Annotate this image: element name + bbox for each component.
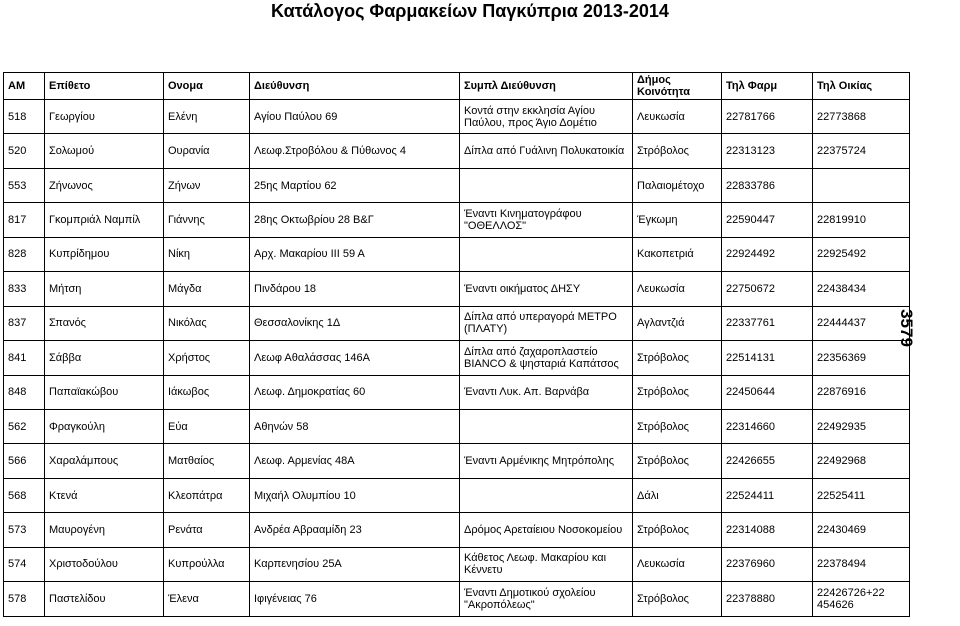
municipality-cell: Στρόβολος xyxy=(633,341,722,375)
home-phone-cell: 22819910 xyxy=(813,203,910,237)
pharmacy-phone-cell: 22524411 xyxy=(722,478,813,512)
column-header: Ονομα xyxy=(164,73,250,100)
surname-cell: Κτενά xyxy=(45,478,164,512)
extra-address-cell: Έναντι Δημοτικού σχολείου "Ακροπόλεως" xyxy=(460,582,633,616)
pharmacy-phone-cell: 22924492 xyxy=(722,237,813,271)
surname-cell: Χριστοδούλου xyxy=(45,547,164,581)
am-cell: 578 xyxy=(4,582,45,616)
address-cell: Αγίου Παύλου 69 xyxy=(250,100,460,134)
municipality-cell: Στρόβολος xyxy=(633,582,722,616)
home-phone-cell: 22876916 xyxy=(813,375,910,409)
am-cell: 817 xyxy=(4,203,45,237)
table-row xyxy=(4,203,910,237)
table-row xyxy=(4,547,910,581)
name-cell: Ζήνων xyxy=(164,168,250,202)
home-phone-cell xyxy=(813,168,910,202)
municipality-cell: Κακοπετριά xyxy=(633,237,722,271)
municipality-cell: Στρόβολος xyxy=(633,134,722,168)
address-cell: Θεσσαλονίκης 1Δ xyxy=(250,306,460,340)
am-cell: 848 xyxy=(4,375,45,409)
pharmacy-phone-cell: 22313123 xyxy=(722,134,813,168)
extra-address-cell: Δίπλα από υπεραγορά ΜΕΤΡΟ (ΠΛΑΤΥ) xyxy=(460,306,633,340)
surname-cell: Κυπρίδημου xyxy=(45,237,164,271)
column-header: Τηλ Οικίας xyxy=(813,73,910,100)
name-cell: Νίκη xyxy=(164,237,250,271)
name-cell: Έλενα xyxy=(164,582,250,616)
home-phone-cell: 22356369 xyxy=(813,341,910,375)
address-cell: Πινδάρου 18 xyxy=(250,272,460,306)
extra-address-cell xyxy=(460,478,633,512)
municipality-cell: Παλαιομέτοχο xyxy=(633,168,722,202)
municipality-cell: Στρόβολος xyxy=(633,444,722,478)
name-cell: Εύα xyxy=(164,409,250,443)
extra-address-cell xyxy=(460,237,633,271)
surname-cell: Φραγκούλη xyxy=(45,409,164,443)
extra-address-cell: Έναντι οικήματος ΔΗΣΥ xyxy=(460,272,633,306)
surname-cell: Μαυρογένη xyxy=(45,513,164,547)
page-title: Κατάλογος Φαρμακείων Παγκύπρια 2013-2014 xyxy=(271,1,669,21)
surname-cell: Μήτση xyxy=(45,272,164,306)
am-cell: 841 xyxy=(4,341,45,375)
pharmacy-phone-cell: 22426655 xyxy=(722,444,813,478)
extra-address-cell xyxy=(460,409,633,443)
address-cell: Ιφιγένειας 76 xyxy=(250,582,460,616)
municipality-cell: Αγλαντζιά xyxy=(633,306,722,340)
home-phone-cell: 22430469 xyxy=(813,513,910,547)
municipality-cell: Στρόβολος xyxy=(633,409,722,443)
municipality-cell: Στρόβολος xyxy=(633,513,722,547)
pharmacy-phone-cell: 22378880 xyxy=(722,582,813,616)
column-header: Συμπλ Διεύθυνση xyxy=(460,73,633,100)
municipality-cell: Δάλι xyxy=(633,478,722,512)
home-phone-cell: 22773868 xyxy=(813,100,910,134)
address-cell: Ανδρέα Αβρααμίδη 23 xyxy=(250,513,460,547)
address-cell: Λεωφ. Αρμενίας 48Α xyxy=(250,444,460,478)
column-header: Τηλ Φαρμ xyxy=(722,73,813,100)
table-row xyxy=(4,444,910,478)
municipality-cell: Στρόβολος xyxy=(633,375,722,409)
am-cell: 520 xyxy=(4,134,45,168)
surname-cell: Παστελίδου xyxy=(45,582,164,616)
pharmacy-phone-cell: 22376960 xyxy=(722,547,813,581)
municipality-cell: Λευκωσία xyxy=(633,547,722,581)
surname-cell: Σπανός xyxy=(45,306,164,340)
address-cell: 25ης Μαρτίου 62 xyxy=(250,168,460,202)
table-row xyxy=(4,375,910,409)
address-cell: Λεωφ.Στροβόλου & Πύθωνος 4 xyxy=(250,134,460,168)
pharmacy-phone-cell: 22314660 xyxy=(722,409,813,443)
pharmacy-phone-cell: 22450644 xyxy=(722,375,813,409)
municipality-cell: Έγκωμη xyxy=(633,203,722,237)
surname-cell: Σολωμού xyxy=(45,134,164,168)
table-row xyxy=(4,341,910,375)
surname-cell: Χαραλάμπους xyxy=(45,444,164,478)
table-row xyxy=(4,134,910,168)
extra-address-cell: Έναντι Αρμένικης Μητρόπολης xyxy=(460,444,633,478)
pharmacy-phone-cell: 22833786 xyxy=(722,168,813,202)
surname-cell: Παπαϊακώβου xyxy=(45,375,164,409)
am-cell: 828 xyxy=(4,237,45,271)
name-cell: Ρενάτα xyxy=(164,513,250,547)
name-cell: Ουρανία xyxy=(164,134,250,168)
name-cell: Ελένη xyxy=(164,100,250,134)
name-cell: Ματθαίος xyxy=(164,444,250,478)
home-phone-cell: 22492935 xyxy=(813,409,910,443)
pharmacy-table xyxy=(3,72,910,617)
address-cell: Καρπενησίου 25Α xyxy=(250,547,460,581)
extra-address-cell: Δρόμος Αρεταίειου Νοσοκομείου xyxy=(460,513,633,547)
pharmacy-phone-cell: 22514131 xyxy=(722,341,813,375)
column-header: Δήμος Κοινότητα xyxy=(633,73,722,100)
pharmacy-phone-cell: 22314088 xyxy=(722,513,813,547)
home-phone-cell: 22492968 xyxy=(813,444,910,478)
table-row xyxy=(4,100,910,134)
name-cell: Κυπρούλλα xyxy=(164,547,250,581)
surname-cell: Γεωργίου xyxy=(45,100,164,134)
extra-address-cell: Δίπλα από ζαχαροπλαστείο BIANCO & ψησταριά Καπάτσος xyxy=(460,341,633,375)
home-phone-cell: 22925492 xyxy=(813,237,910,271)
pharmacy-phone-cell: 22337761 xyxy=(722,306,813,340)
home-phone-cell: 22438434 xyxy=(813,272,910,306)
column-header: ΑΜ xyxy=(4,73,45,100)
table-row xyxy=(4,168,910,202)
home-phone-cell: 22444437 xyxy=(813,306,910,340)
name-cell: Κλεοπάτρα xyxy=(164,478,250,512)
table-row xyxy=(4,272,910,306)
side-page-number: 3579 xyxy=(897,309,916,347)
name-cell: Νικόλας xyxy=(164,306,250,340)
table-row xyxy=(4,306,910,340)
extra-address-cell: Κοντά στην εκκλησία Αγίου Παύλου, προς Άγιο Δομέτιο xyxy=(460,100,633,134)
am-cell: 566 xyxy=(4,444,45,478)
surname-cell: Σάββα xyxy=(45,341,164,375)
surname-cell: Γκομπριάλ Ναμπίλ xyxy=(45,203,164,237)
pharmacy-phone-cell: 22590447 xyxy=(722,203,813,237)
home-phone-cell: 22426726+22 454626 xyxy=(813,582,910,616)
extra-address-cell: Κάθετος Λεωφ. Μακαρίου και Κέννετυ xyxy=(460,547,633,581)
municipality-cell: Λευκωσία xyxy=(633,100,722,134)
am-cell: 518 xyxy=(4,100,45,134)
name-cell: Ιάκωβος xyxy=(164,375,250,409)
address-cell: Μιχαήλ Ολυμπίου 10 xyxy=(250,478,460,512)
am-cell: 573 xyxy=(4,513,45,547)
table-row xyxy=(4,409,910,443)
am-cell: 568 xyxy=(4,478,45,512)
extra-address-cell: Έναντι Κινηματογράφου "ΟΘΕΛΛΟΣ" xyxy=(460,203,633,237)
pharmacy-phone-cell: 22750672 xyxy=(722,272,813,306)
name-cell: Χρήστος xyxy=(164,341,250,375)
am-cell: 574 xyxy=(4,547,45,581)
extra-address-cell xyxy=(460,168,633,202)
am-cell: 562 xyxy=(4,409,45,443)
column-header: Επίθετο xyxy=(45,73,164,100)
municipality-cell: Λευκωσία xyxy=(633,272,722,306)
home-phone-cell: 22375724 xyxy=(813,134,910,168)
table-row xyxy=(4,582,910,616)
home-phone-cell: 22525411 xyxy=(813,478,910,512)
table-row xyxy=(4,513,910,547)
surname-cell: Ζήνωνος xyxy=(45,168,164,202)
table-row xyxy=(4,237,910,271)
name-cell: Μάγδα xyxy=(164,272,250,306)
am-cell: 553 xyxy=(4,168,45,202)
column-header: Διεύθυνση xyxy=(250,73,460,100)
address-cell: Λεωφ Αθαλάσσας 146Α xyxy=(250,341,460,375)
name-cell: Γιάννης xyxy=(164,203,250,237)
address-cell: 28ης Οκτωβρίου 28 Β&Γ xyxy=(250,203,460,237)
address-cell: Αρχ. Μακαρίου ΙΙΙ 59 Α xyxy=(250,237,460,271)
home-phone-cell: 22378494 xyxy=(813,547,910,581)
header-row xyxy=(4,73,910,100)
address-cell: Αθηνών 58 xyxy=(250,409,460,443)
extra-address-cell: Δίπλα από Γυάλινη Πολυκατοικία xyxy=(460,134,633,168)
am-cell: 837 xyxy=(4,306,45,340)
table-row xyxy=(4,478,910,512)
address-cell: Λεωφ. Δημοκρατίας 60 xyxy=(250,375,460,409)
pharmacy-phone-cell: 22781766 xyxy=(722,100,813,134)
am-cell: 833 xyxy=(4,272,45,306)
extra-address-cell: Έναντι Λυκ. Απ. Βαρνάβα xyxy=(460,375,633,409)
